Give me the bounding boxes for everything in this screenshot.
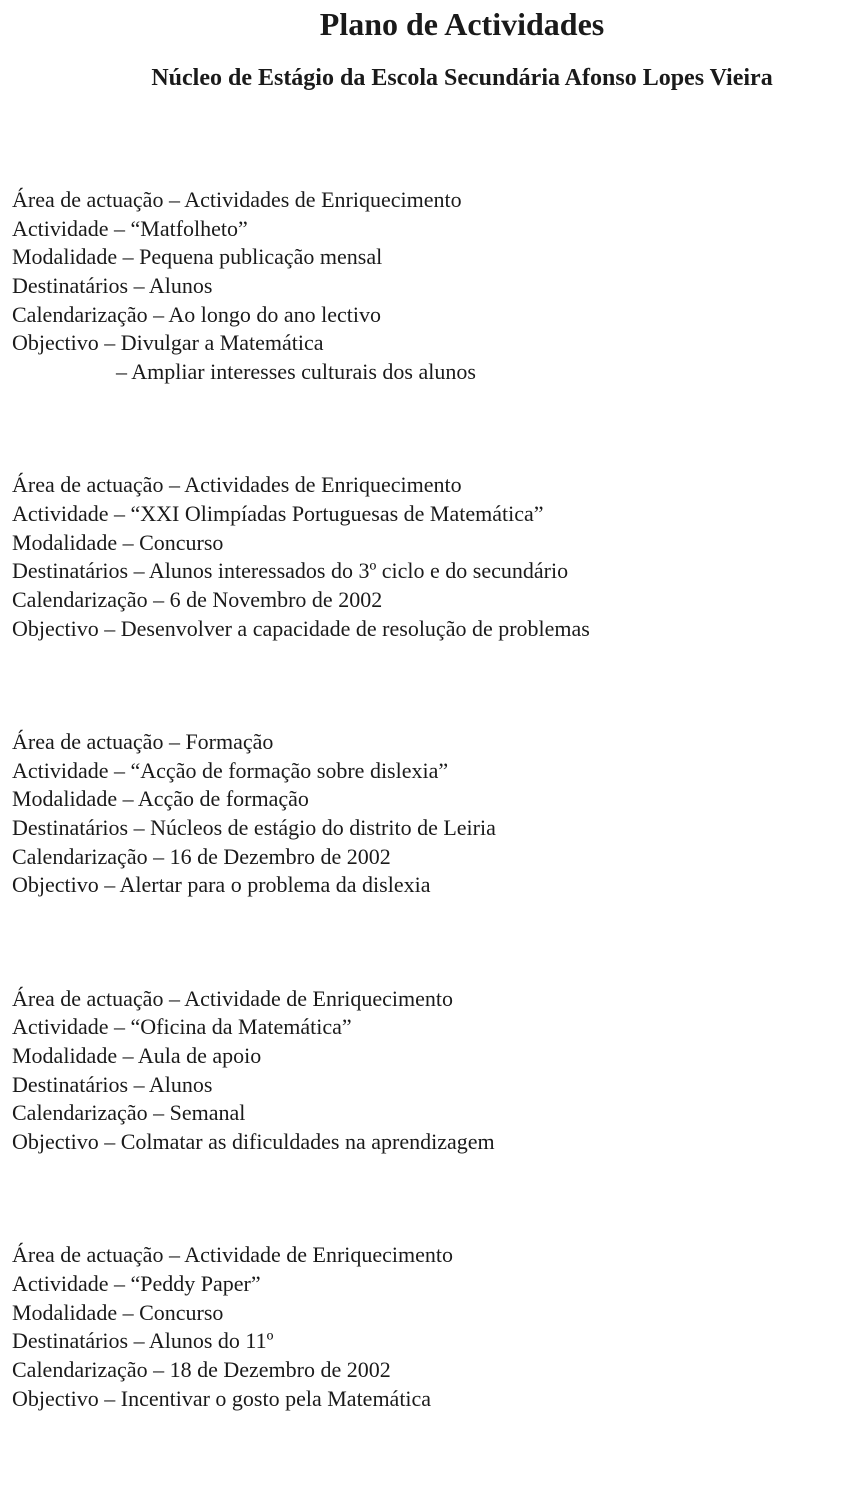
activity-name: Actividade – “Matfolheto” [12,215,248,241]
activity-area: Área de actuação – Actividade de Enriquecimento [12,1242,454,1268]
page-subtitle: Núcleo de Estágio da Escola Secundária Afonso Lopes Vieira [151,65,773,91]
activity-schedule: Calendarização – 16 de Dezembro de 2002 [12,843,391,869]
activity-objective-continuation: – Ampliar interesses culturais dos alunos [116,359,476,385]
activity-schedule: Calendarização – Semanal [12,1100,246,1126]
activity-name: Actividade – “Oficina da Matemática” [12,1014,352,1040]
activity-objective: Objectivo – Incentivar o gosto pela Matemática [12,1385,432,1411]
activity-audience: Destinatários – Alunos [12,1071,213,1097]
activity-objective: Objectivo – Colmatar as dificuldades na aprendizagem [12,1129,495,1154]
activity-schedule: Calendarização – 18 de Dezembro de 2002 [12,1356,391,1382]
activity-area: Área de actuação – Actividades de Enriquecimento [12,187,462,212]
activity-audience: Destinatários – Alunos [12,273,213,299]
activity-block-matfolheto [12,186,852,387]
activity-list [12,186,852,1498]
activity-schedule: Calendarização – 6 de Novembro de 2002 [12,587,383,613]
activity-area: Área de actuação – Formação [12,728,274,754]
activity-modality: Modalidade – Aula de apoio [12,1042,262,1068]
activity-objective: Objectivo – Divulgar a Matemática [12,330,324,356]
activity-modality: Modalidade – Concurso [12,1299,224,1325]
activity-block-peddy-paper [12,1241,852,1413]
activity-objective: Objectivo – Alertar para o problema da dislexia [12,872,431,898]
activity-audience: Destinatários – Núcleos de estágio do distrito de Leiria [12,815,496,840]
activity-name: Actividade – “XXI Olimpíadas Portuguesas de Matemática” [12,501,544,526]
activity-area: Área de actuação – Actividade de Enriquecimento [12,985,454,1011]
activity-modality: Modalidade – Pequena publicação mensal [12,244,383,270]
activity-audience: Destinatários – Alunos interessados do 3º ciclo e do secundário [12,558,569,584]
activity-area: Área de actuação – Actividades de Enriquecimento [12,472,462,498]
activity-block-olimpiadas [12,471,852,643]
activity-block-oficina [12,985,852,1157]
activity-block-dislexia [12,728,852,900]
activity-name: Actividade – “Acção de formação sobre dislexia” [12,757,449,783]
activity-modality: Modalidade – Acção de formação [12,786,309,812]
activity-audience: Destinatários – Alunos do 11º [12,1328,274,1354]
page-title: Plano de Actividades [319,6,605,42]
activity-name: Actividade – “Peddy Paper” [12,1270,261,1296]
activity-modality: Modalidade – Concurso [12,529,224,555]
activity-objective: Objectivo – Desenvolver a capacidade de resolução de problemas [12,615,590,641]
activity-schedule: Calendarização – Ao longo do ano lectivo [12,301,381,327]
